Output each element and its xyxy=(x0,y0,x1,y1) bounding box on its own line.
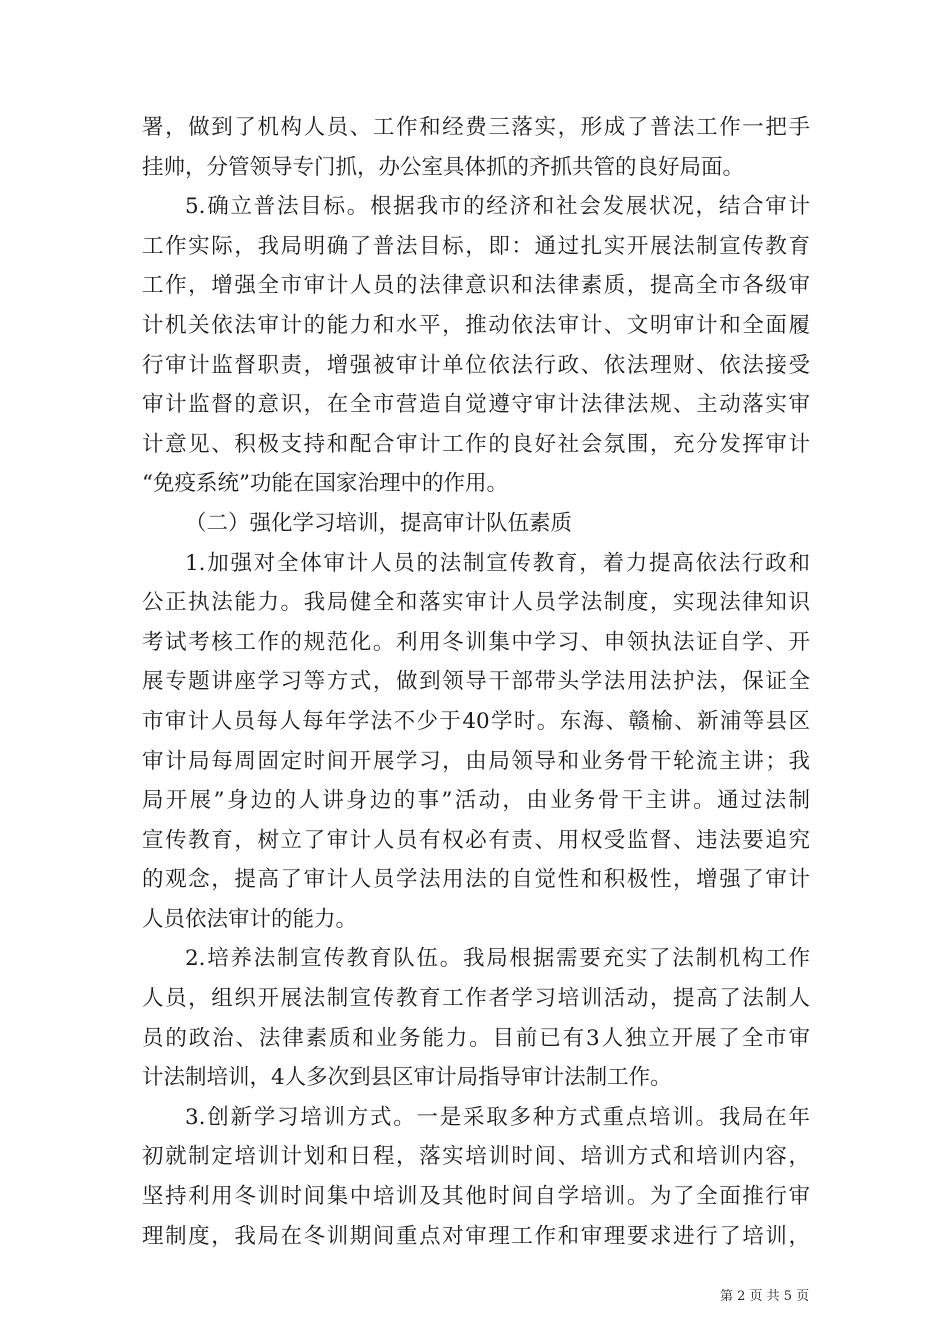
text-line: 员的政治、法律素质和业务能力。目前已有3人独立开展了全市审 xyxy=(142,1025,810,1051)
text-line: 审计监督的意识，在全市营造自觉遵守审计法律法规、主动落实审 xyxy=(142,392,810,418)
text-line: 工作，增强全市审计人员的法律意识和法律素质，提高全市各级审 xyxy=(142,273,810,299)
text-line: 1.加强对全体审计人员的法制宣传教育，着力提高依法行政和 xyxy=(185,550,810,576)
text-line: 行审计监督职责，增强被审计单位依法行政、依法理财、依法接受 xyxy=(142,352,810,378)
text-line: 考试考核工作的规范化。利用冬训集中学习、申领执法证自学、开 xyxy=(142,629,810,655)
text-line: 计法制培训，4人多次到县区审计局指导审计法制工作。 xyxy=(142,1065,672,1091)
text-line: 挂帅，分管领导专门抓，办公室具体抓的齐抓共管的良好局面。 xyxy=(142,154,745,180)
text-line: 宣传教育，树立了审计人员有权必有责、用权受监督、违法要追究 xyxy=(142,827,810,853)
text-line: “免疫系统”功能在国家治理中的作用。 xyxy=(142,471,508,497)
text-line: 计意见、积极支持和配合审计工作的良好社会氛围，充分发挥审计 xyxy=(142,431,810,457)
text-line: 初就制定培训计划和日程，落实培训时间、培训方式和培训内容， xyxy=(142,1144,810,1170)
text-line: 2.培养法制宣传教育队伍。我局根据需要充实了法制机构工作 xyxy=(185,946,810,972)
text-line: 的观念，提高了审计人员学法用法的自觉性和积极性，增强了审计 xyxy=(142,867,810,893)
text-line: 坚持利用冬训时间集中培训及其他时间自学培训。为了全面推行审 xyxy=(142,1184,810,1210)
text-line: 3.创新学习培训方式。一是采取多种方式重点培训。我局在年 xyxy=(185,1104,810,1130)
text-line: 市审计人员每人每年学法不少于40学时。东海、赣榆、新浦等县区 xyxy=(142,708,810,734)
text-line: 人员依法审计的能力。 xyxy=(142,906,358,932)
text-line: 审计局每周固定时间开展学习，由局领导和业务骨干轮流主讲；我 xyxy=(142,748,810,774)
text-line: 局开展”身边的人讲身边的事”活动，由业务骨干主讲。通过法制 xyxy=(142,788,810,814)
text-line: 人员，组织开展法制宣传教育工作者学习培训活动，提高了法制人 xyxy=(142,986,810,1012)
document-body xyxy=(142,108,810,1256)
page-number: 第 2 页 共 5 页 xyxy=(720,1289,810,1304)
text-line: 公正执法能力。我局健全和落实审计人员学法制度，实现法律知识 xyxy=(142,590,810,616)
section-heading: （二）强化学习培训，提高审计队伍素质 xyxy=(185,510,573,536)
text-line: 署，做到了机构人员、工作和经费三落实，形成了普法工作一把手 xyxy=(142,115,810,140)
text-line: 展专题讲座学习等方式，做到领导干部带头学法用法护法，保证全 xyxy=(142,669,810,695)
text-line: 计机关依法审计的能力和水平，推动依法审计、文明审计和全面履 xyxy=(142,312,810,338)
text-line: 工作实际，我局明确了普法目标，即：通过扎实开展法制宣传教育 xyxy=(142,233,810,259)
text-line: 理制度，我局在冬训期间重点对审理工作和审理要求进行了培训， xyxy=(142,1223,810,1249)
text-line: 5.确立普法目标。根据我市的经济和社会发展状况，结合审计 xyxy=(185,194,810,220)
